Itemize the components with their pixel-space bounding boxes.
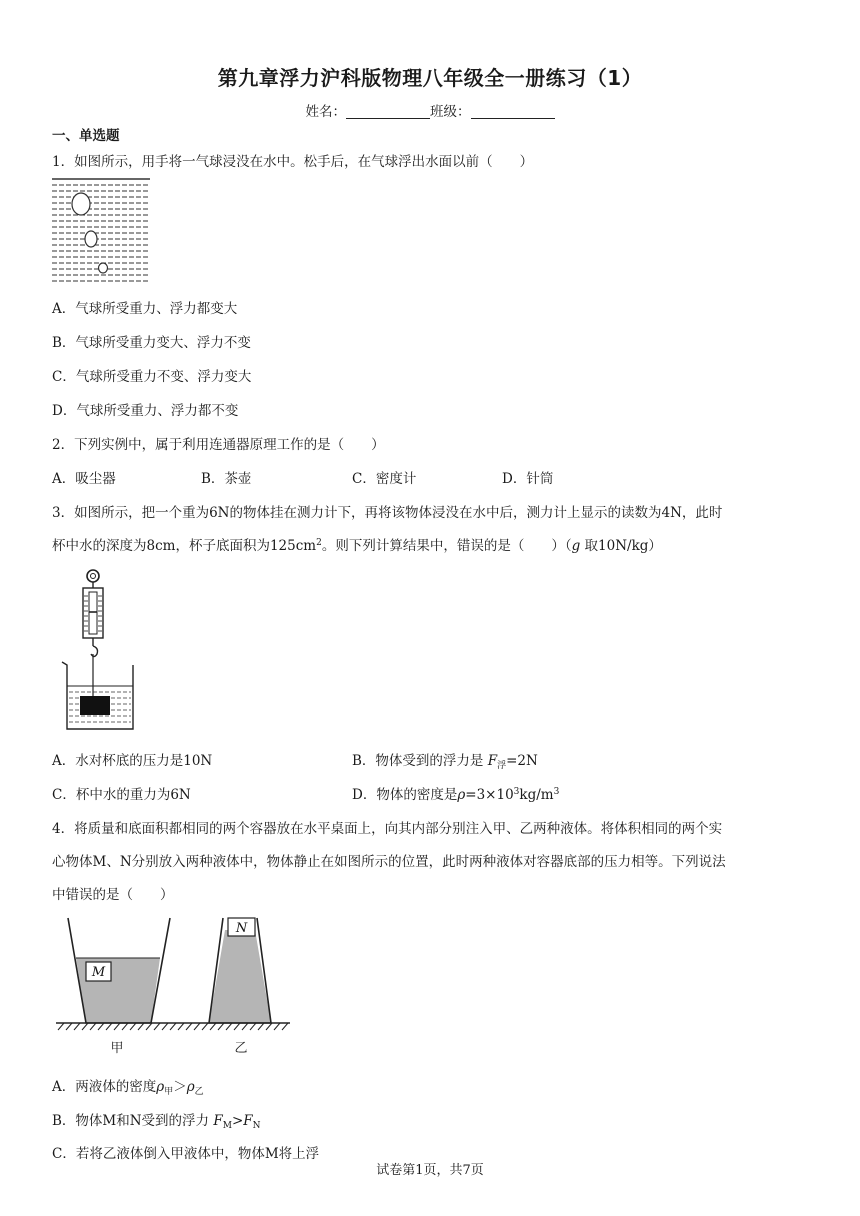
- q2-option-c[interactable]: C．密度计: [352, 471, 417, 487]
- q1-stem: 1．如图所示，用手将一气球浸没在水中。松手后，在气球浮出水面以前（ ）: [52, 154, 534, 170]
- q2-option-d[interactable]: D．针筒: [502, 471, 554, 487]
- q3-figure-spring-scale-beaker: [60, 568, 140, 734]
- q4-stem-line2: 心物体M、N分别放入两种液体中，物体静止在如图所示的位置，此时两种液体对容器底部的压力相等。下列说法: [52, 854, 726, 870]
- label-yi: 乙: [234, 1041, 248, 1056]
- label-jia: 甲: [110, 1041, 124, 1056]
- q2-option-b[interactable]: B．茶壶: [201, 471, 252, 487]
- balloon-small: [99, 263, 108, 273]
- q2-option-a[interactable]: A．吸尘器: [52, 471, 116, 487]
- name-label: 姓名：: [305, 104, 346, 120]
- q1-option-b[interactable]: B．气球所受重力变大、浮力不变: [52, 335, 251, 351]
- label-m: M: [91, 965, 106, 980]
- section-heading: 一、单选题: [52, 128, 120, 144]
- label-n: N: [235, 921, 248, 936]
- balloon-large: [72, 193, 90, 215]
- q4-stem-line1: 4．将质量和底面积都相同的两个容器放在水平桌面上，向其内部分别注入甲、乙两种液体。将体积相同的两个实: [52, 821, 723, 837]
- class-label: 班级：: [430, 104, 471, 120]
- q4-option-b[interactable]: B．物体M和N受到的浮力 $F_M>F_N$: [52, 1113, 261, 1131]
- container-yi-liquid: [209, 930, 271, 1023]
- page-footer: 试卷第1页，共7页: [376, 1163, 484, 1178]
- class-blank[interactable]: [471, 104, 555, 119]
- q4-option-a[interactable]: A．两液体的密度$\rho_甲>\rho_乙$: [52, 1079, 204, 1097]
- balloon-medium: [85, 231, 97, 247]
- q1-option-c[interactable]: C．气球所受重力不变、浮力变大: [52, 369, 252, 385]
- q3-stem-line1: 3．如图所示，把一个重为6N的物体挂在测力计下，再将该物体浸没在水中后，测力计上显示的读数为4N，此时: [52, 505, 723, 521]
- q1-option-d[interactable]: D．气球所受重力、浮力都不变: [52, 403, 239, 419]
- page-title: 第九章浮力沪科版物理八年级全一册练习（1）: [217, 66, 643, 90]
- q1-figure-balloons-in-water: [52, 177, 152, 287]
- q3-option-d[interactable]: D．物体的密度是$\rho=3\times 10^3kg/m^3$: [352, 787, 560, 803]
- q4-figure-two-containers: [52, 912, 302, 1062]
- q3-stem-line2: 杯中水的深度为8cm，杯子底面积为$125cm^2$。则下列计算结果中，错误的是（ ）（g 取10N/kg）: [52, 538, 662, 554]
- name-blank[interactable]: [346, 104, 430, 119]
- submerged-block: [80, 696, 110, 715]
- q3-option-c[interactable]: C．杯中水的重力为6N: [52, 787, 191, 803]
- name-class-line: [0, 100, 860, 120]
- q3-option-a[interactable]: A．水对杯底的压力是10N: [52, 753, 213, 769]
- q4-stem-line3: 中错误的是（ ）: [52, 887, 174, 903]
- q3-option-b[interactable]: B．物体受到的浮力是 $F_浮=2N$: [352, 753, 538, 771]
- q2-stem: 2．下列实例中，属于利用连通器原理工作的是（ ）: [52, 437, 385, 453]
- q4-option-c[interactable]: C．若将乙液体倒入甲液体中，物体M将上浮: [52, 1146, 320, 1162]
- q1-option-a[interactable]: A．气球所受重力、浮力都变大: [52, 301, 238, 317]
